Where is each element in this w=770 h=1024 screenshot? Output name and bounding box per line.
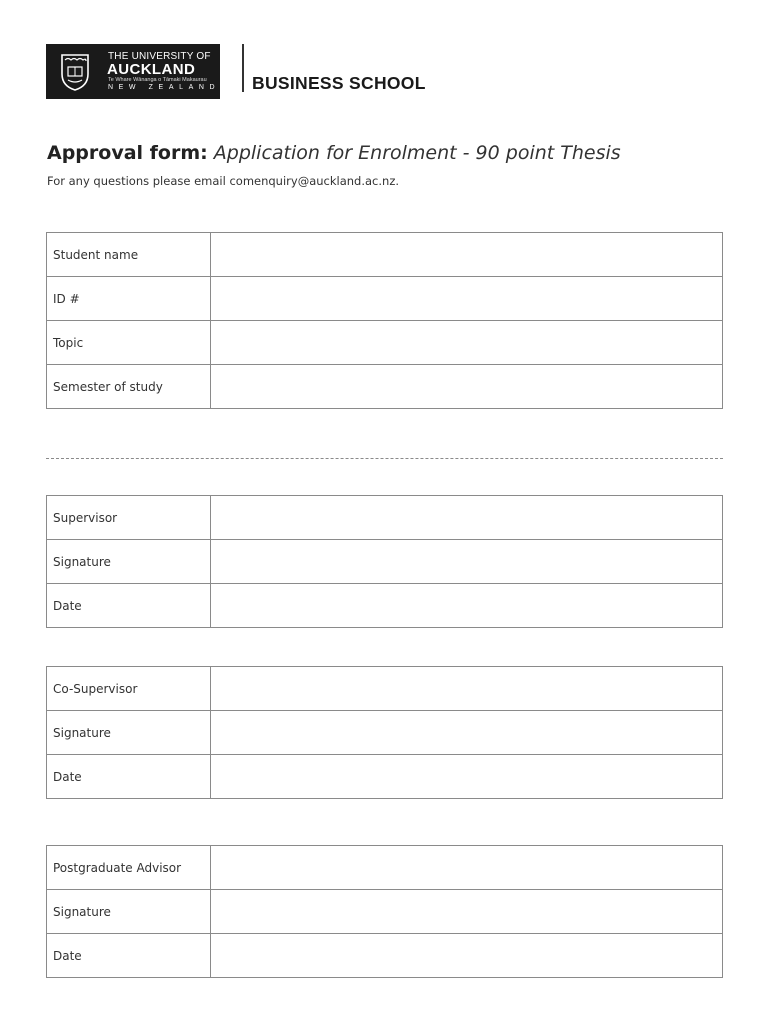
- form-contact-note: For any questions please email comenquiry@auckland.ac.nz.: [47, 174, 400, 188]
- field-label: Signature: [47, 540, 211, 584]
- field-label: Date: [47, 584, 211, 628]
- university-logo: [46, 44, 220, 99]
- table-row: [47, 934, 723, 978]
- table-row: [47, 584, 723, 628]
- field-label: ID #: [47, 277, 211, 321]
- field-label: Postgraduate Advisor: [47, 846, 211, 890]
- co-supervisor-signature-field[interactable]: [211, 711, 723, 755]
- table-row: [47, 755, 723, 799]
- topic-field[interactable]: [211, 321, 723, 365]
- school-name: BUSINESS SCHOOL: [252, 73, 426, 93]
- co-supervisor-table: [46, 666, 723, 799]
- table-row: [47, 711, 723, 755]
- logo-line-university: THE UNIVERSITY OF: [108, 51, 211, 62]
- logo-line-maori: Te Whare Wānanga o Tāmaki Makaurau: [108, 77, 207, 83]
- supervisor-name-field[interactable]: [211, 496, 723, 540]
- field-label: Signature: [47, 890, 211, 934]
- co-supervisor-date-field[interactable]: [211, 755, 723, 799]
- field-label: Topic: [47, 321, 211, 365]
- supervisor-signature-field[interactable]: [211, 540, 723, 584]
- student-name-field[interactable]: [211, 233, 723, 277]
- semester-field[interactable]: [211, 365, 723, 409]
- field-label: Supervisor: [47, 496, 211, 540]
- table-row: [47, 365, 723, 409]
- table-row: [47, 846, 723, 890]
- form-title: [47, 142, 621, 164]
- table-row: [47, 496, 723, 540]
- field-label: Date: [47, 934, 211, 978]
- pg-advisor-signature-field[interactable]: [211, 890, 723, 934]
- table-row: [47, 277, 723, 321]
- header-divider: [242, 44, 244, 92]
- pg-advisor-name-field[interactable]: [211, 846, 723, 890]
- co-supervisor-name-field[interactable]: [211, 667, 723, 711]
- student-id-field[interactable]: [211, 277, 723, 321]
- section-divider: [46, 458, 723, 459]
- field-label: Semester of study: [47, 365, 211, 409]
- crest-icon: [60, 52, 90, 92]
- table-row: [47, 540, 723, 584]
- table-row: [47, 667, 723, 711]
- field-label: Co-Supervisor: [47, 667, 211, 711]
- supervisor-date-field[interactable]: [211, 584, 723, 628]
- table-row: [47, 233, 723, 277]
- student-details-table: [46, 232, 723, 409]
- logo-line-auckland: AUCKLAND: [107, 61, 196, 78]
- form-title-rest: Application for Enrolment - 90 point Thesis: [207, 142, 621, 164]
- pg-advisor-date-field[interactable]: [211, 934, 723, 978]
- form-title-lead: Approval form:: [47, 142, 208, 164]
- field-label: Signature: [47, 711, 211, 755]
- pg-advisor-table: [46, 845, 723, 978]
- table-row: [47, 890, 723, 934]
- logo-line-country: NEW ZEALAND: [108, 84, 221, 91]
- field-label: Student name: [47, 233, 211, 277]
- field-label: Date: [47, 755, 211, 799]
- table-row: [47, 321, 723, 365]
- supervisor-table: [46, 495, 723, 628]
